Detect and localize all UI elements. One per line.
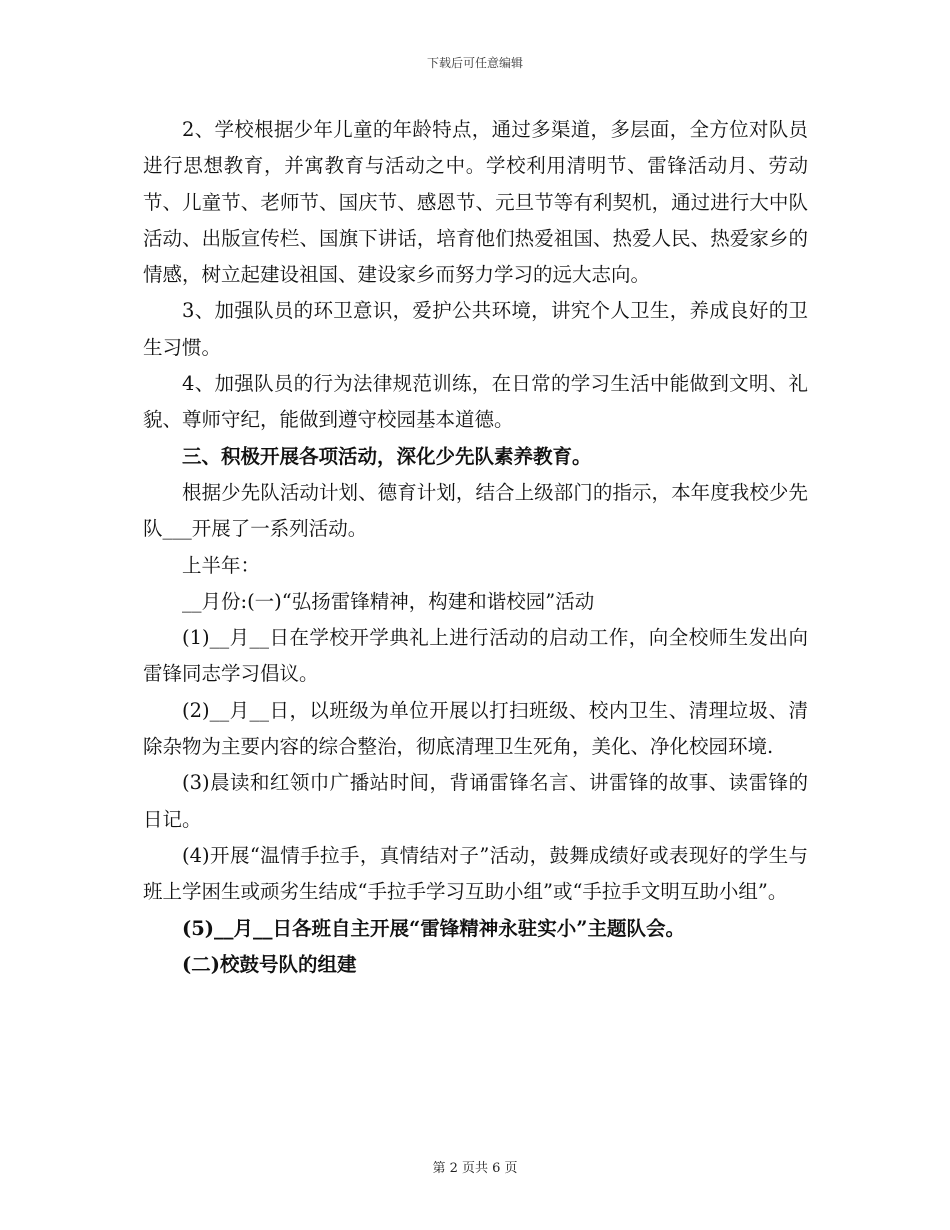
body-paragraph: 2、学校根据少年儿童的年龄特点，通过多渠道，多层面，全方位对队员进行思想教育，并寓教育与活动之中。学校利用清明节、雷锋活动月、劳动节、儿童节、老师节、国庆节、感恩节、元旦节等有利契机，通过进行大中队活动、出版宣传栏、国旗下讲话，培育他们热爱祖国、热爱人民、热爱家乡的情感，树立起建设祖国、建设家乡而努力学习的远大志向。 [143,118,808,287]
body-paragraph: __月份:(一)“弘扬雷锋精神，构建和谐校园”活动 [182,589,595,613]
section-heading: (5)__月__日各班自主开展“雷锋精神永驻实小”主题队会。 [182,916,685,940]
page-header: 下载后可任意编辑 [426,56,523,70]
section-heading: (二)校鼓号队的组建 [182,952,357,976]
body-paragraph: (1)__月__日在学校开学典礼上进行活动的启动工作，向全校师生发出向雷锋同志学习倡议。 [143,626,808,686]
section-heading: 三、积极开展各项活动，深化少先队素养教育。 [182,444,592,468]
body-paragraph: 4、加强队员的行为法律规范训练，在日常的学习生活中能做到文明、礼貌、尊师守纪，能做到遵守校园基本道德。 [143,372,808,432]
body-paragraph: (2)__月__日，以班级为单位开展以打扫班级、校内卫生、清理垃圾、清除杂物为主要内容的综合整治，彻底清理卫生死角，美化、净化校园环境. [143,698,808,759]
document-body [143,112,808,983]
body-paragraph: (4)开展“温情手拉手，真情结对子”活动，鼓舞成绩好或表现好的学生与班上学困生或顽劣生结成“手拉手学习互助小组”或“手拉手文明互助小组”。 [143,843,808,904]
body-paragraph: 3、加强队员的环卫意识，爱护公共环境，讲究个人卫生，养成良好的卫生习惯。 [143,299,808,359]
page-footer: 第 2 页共 6 页 [432,1161,518,1176]
body-paragraph: (3)晨读和红领巾广播站时间，背诵雷锋名言、讲雷锋的故事、读雷锋的日记。 [143,771,808,831]
body-paragraph: 上半年： [182,553,261,577]
body-paragraph: 根据少先队活动计划、德育计划，结合上级部门的指示，本年度我校少先队___开展了一系列活动。 [143,480,808,541]
